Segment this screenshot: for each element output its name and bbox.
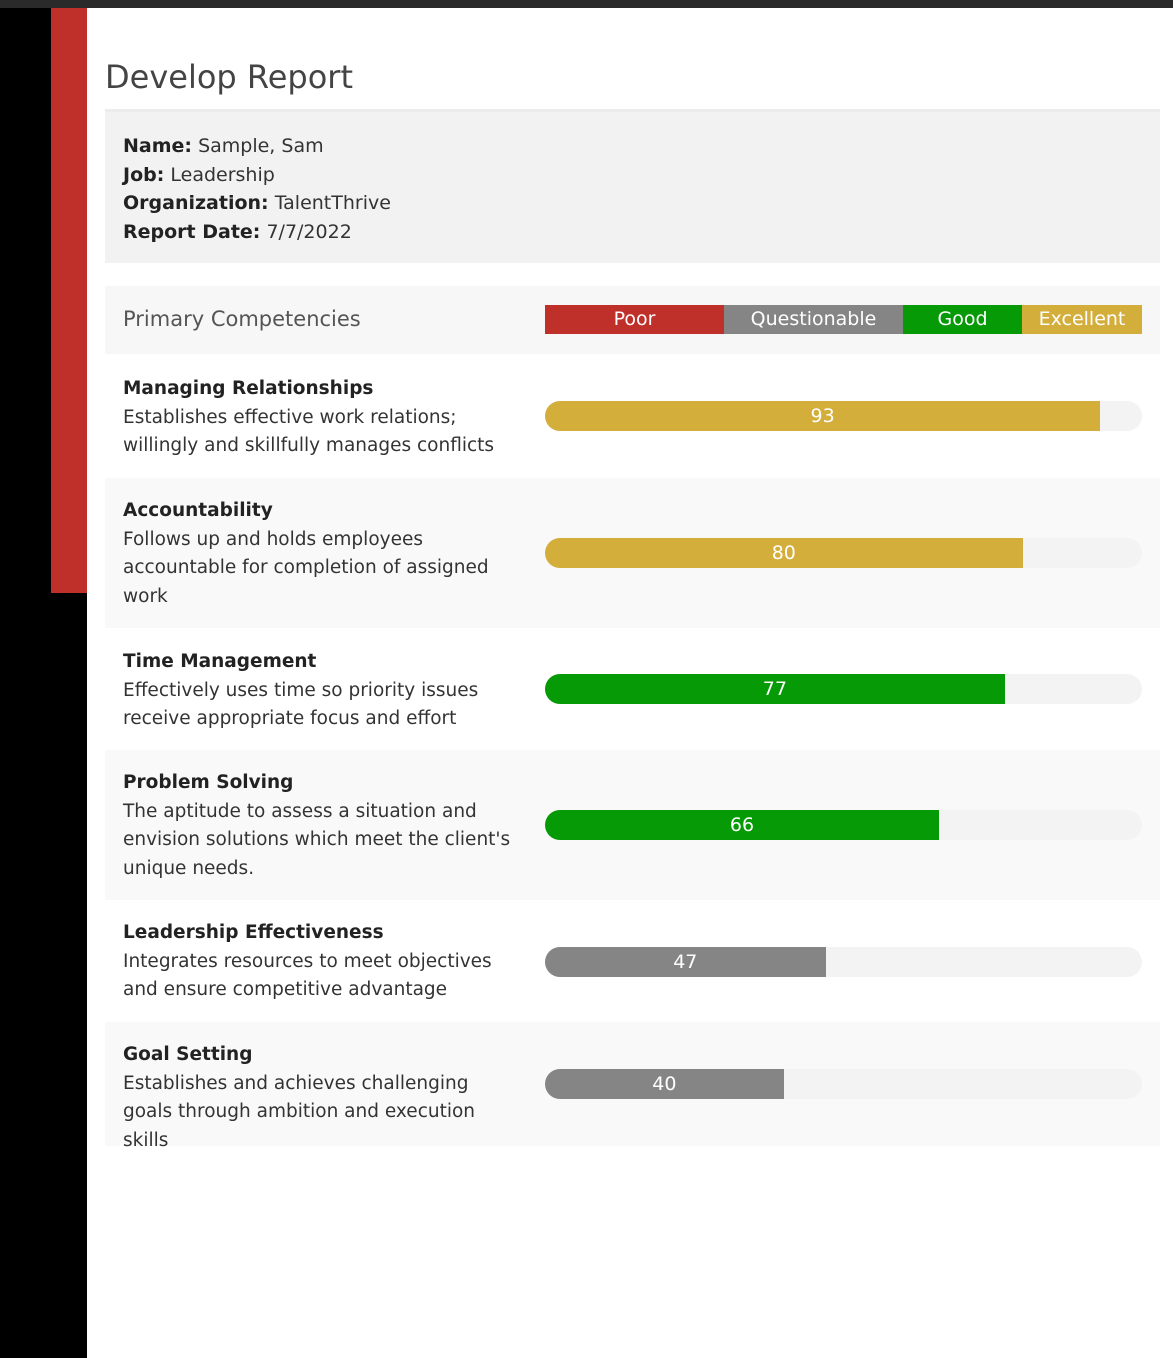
score-bar: 66	[545, 810, 939, 840]
competency-text	[123, 919, 523, 1005]
score-bar: 40	[545, 1069, 784, 1099]
competency-text	[123, 1041, 523, 1156]
info-report-date	[123, 218, 1142, 247]
window-top-bar	[0, 0, 1173, 8]
info-date-label: Report Date:	[123, 220, 261, 243]
competency-row	[105, 356, 1160, 478]
competency-row	[105, 478, 1160, 628]
score-track	[545, 1069, 1142, 1099]
score-track	[545, 538, 1142, 568]
rating-legend	[545, 305, 1142, 334]
info-org-value: TalentThrive	[274, 192, 391, 215]
competency-description: Integrates resources to meet objectives and ensure competitive advantage	[123, 950, 492, 1001]
competency-description: Effectively uses time so priority issues receive appropriate focus and effort	[123, 679, 479, 730]
legend-good: Good	[903, 305, 1022, 334]
competency-description: Establishes and achieves challenging goals through ambition and execution skills	[123, 1072, 476, 1152]
info-job-label: Job:	[123, 163, 165, 186]
competency-description: Follows up and holds employees accountable for completion of assigned work	[123, 528, 489, 608]
info-org-label: Organization:	[123, 192, 269, 215]
competency-text	[123, 497, 523, 612]
score-track	[545, 810, 1142, 840]
score-track	[545, 947, 1142, 977]
competency-name: Time Management	[123, 651, 317, 672]
competency-row	[105, 750, 1160, 900]
competency-name: Accountability	[123, 500, 273, 521]
score-bar: 80	[545, 538, 1023, 568]
competency-text	[123, 769, 523, 884]
competencies-heading: Primary Competencies	[123, 307, 361, 331]
report-page	[87, 8, 1173, 1358]
score-track	[545, 674, 1142, 704]
competency-name: Managing Relationships	[123, 378, 374, 399]
accent-bar	[51, 8, 87, 593]
competencies-header	[105, 286, 1160, 354]
competency-row	[105, 1022, 1160, 1152]
info-job-value: Leadership	[170, 163, 275, 186]
info-name	[123, 132, 1142, 161]
competency-name: Leadership Effectiveness	[123, 922, 384, 943]
competency-row	[105, 628, 1160, 750]
competency-row	[105, 900, 1160, 1022]
legend-poor: Poor	[545, 305, 724, 334]
score-bar: 93	[545, 401, 1100, 431]
info-name-label: Name:	[123, 135, 193, 157]
competency-name: Goal Setting	[123, 1044, 253, 1065]
page-title: Develop Report	[105, 58, 353, 96]
legend-questionable: Questionable	[724, 305, 903, 334]
competency-description: Establishes effective work relations; willingly and skillfully manages conflicts	[123, 406, 495, 457]
competency-text	[123, 648, 523, 734]
info-name-value: Sample, Sam	[198, 135, 324, 157]
score-bar: 47	[545, 947, 826, 977]
info-job	[123, 161, 1142, 190]
report-info-panel	[105, 112, 1160, 263]
competency-text	[123, 375, 523, 461]
info-date-value: 7/7/2022	[266, 220, 352, 243]
competency-description: The aptitude to assess a situation and envision solutions which meet the client's unique needs.	[123, 800, 511, 880]
legend-excellent: Excellent	[1022, 305, 1142, 334]
score-bar: 77	[545, 674, 1005, 704]
score-track	[545, 401, 1142, 431]
info-organization	[123, 189, 1142, 218]
competency-name: Problem Solving	[123, 772, 294, 793]
